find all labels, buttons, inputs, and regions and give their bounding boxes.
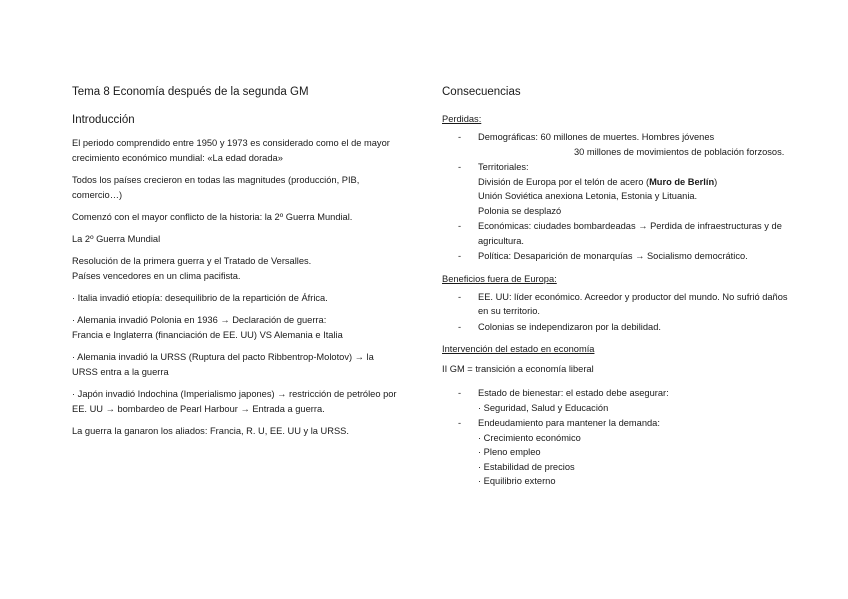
list-item: - Colonias se independizaron por la debilidad.	[442, 320, 792, 335]
intro-paragraph: Comenzó con el mayor conflicto de la historia: la 2º Guerra Mundial.	[72, 212, 353, 222]
intervention-heading: Intervención del estado en economía	[442, 344, 595, 354]
list-item: - Política: Desaparición de monarquías → Socialismo democrático.	[442, 249, 792, 264]
list-item: - Económicas: ciudades bombardeadas → Perdida de infraestructuras y de agricultura.	[442, 219, 792, 248]
section-heading-ww2: La 2º Guerra Mundial	[72, 234, 161, 244]
list-item: - Demográficas: 60 millones de muertes. Hombres jóvenes 30 millones de movimientos de población forzosos.	[442, 130, 792, 159]
ww2-paragraph: · Alemania invadió la URSS (Ruptura del pacto Ribbentrop-Molotov) → la URSS entra a la guerra	[72, 352, 374, 377]
benefits-list	[442, 290, 792, 335]
ww2-paragraph: Resolución de la primera guerra y el Tratado de Versalles. Países vencedores en un clima pacifista.	[72, 256, 312, 281]
list-item: - Endeudamiento para mantener la demanda: · Crecimiento económico · Pleno empleo · Estabilidad de precios · Equilibrio externo	[442, 416, 792, 489]
benefits-heading: Beneficios fuera de Europa:	[442, 273, 557, 284]
losses-heading: Perdidas:	[442, 114, 482, 124]
list-item: - Territoriales: División de Europa por el telón de acero (Muro de Berlín) Unión Soviética anexiona Letonia, Estonia y Lituania. Polonia se desplazó	[442, 160, 792, 218]
transition-line: II GM = transición a economía liberal	[442, 364, 594, 374]
ww2-paragraph: · Italia invadió etiopía: desequilibrio de la repartición de África.	[72, 293, 328, 303]
list-item: - EE. UU: líder económico. Acreedor y productor del mundo. No sufrió daños en su territorio.	[442, 290, 792, 319]
intro-paragraph: El periodo comprendido entre 1950 y 1973 es considerado como el de mayor crecimiento económico mundial: «La edad dorada»	[72, 138, 390, 163]
ww2-paragraph: La guerra la ganaron los aliados: Francia, R. U, EE. UU y la URSS.	[72, 426, 349, 436]
document-title: Tema 8 Economía después de la segunda GM	[72, 86, 309, 98]
intervention-list	[442, 386, 792, 489]
right-column	[442, 84, 792, 495]
intro-paragraph: Todos los países crecieron en todas las magnitudes (producción, PIB, comercio…)	[72, 175, 360, 200]
left-column	[72, 84, 402, 446]
intro-heading: Introducción	[72, 114, 135, 126]
ww2-paragraph: · Alemania invadió Polonia en 1936 → Declaración de guerra: Francia e Inglaterra (financiación de EE. UU) VS Alemania e Italia	[72, 315, 343, 340]
consequences-title: Consecuencias	[442, 86, 521, 98]
losses-list	[442, 130, 792, 264]
berlin-wall-bold: Muro de Berlín	[649, 176, 715, 187]
list-item: - Estado de bienestar: el estado debe asegurar: · Seguridad, Salud y Educación	[442, 386, 792, 415]
ww2-paragraph: · Japón invadió Indochina (Imperialismo japones) → restricción de petróleo por EE. UU → bombardeo de Pearl Harbour → Entrada a guerra.	[72, 389, 397, 414]
